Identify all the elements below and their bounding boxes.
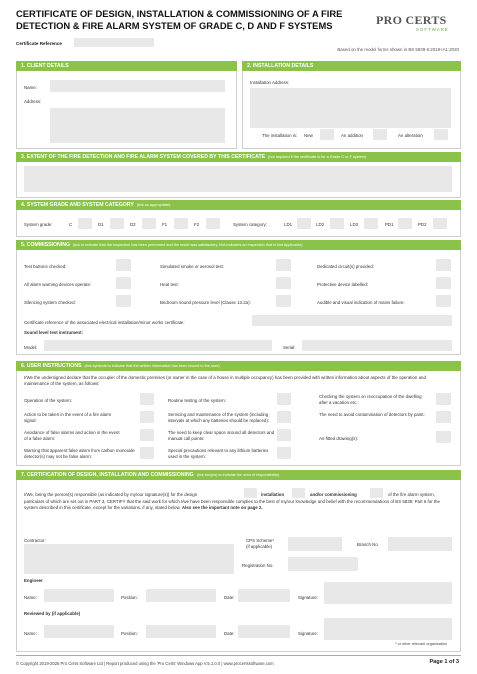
reviewer-date-field[interactable] (238, 625, 290, 638)
page-title: CERTIFICATE OF DESIGN, INSTALLATION & COMMISSIONING OF A FIRE DETECTION & FIRE ALARM SYSTEM OF GRADE C, D AND F SYSTEMS (16, 8, 343, 31)
section-4-note: (tick as appropriate) (136, 203, 171, 207)
engineer-name-label: Name: (24, 595, 37, 600)
protective-device-checkbox[interactable] (436, 277, 451, 289)
reviewer-position-field[interactable] (146, 625, 216, 638)
clear-space-label: The need to keep clear space around all detectors and manual call points: (168, 430, 275, 441)
installation-checkbox[interactable] (292, 488, 305, 498)
contractor-label: Contractor: (24, 538, 46, 543)
dedicated-circuit-checkbox[interactable] (436, 259, 451, 271)
fire-alarm-action-label: Action to be taken in the event of a fire alarm signal: (24, 412, 112, 423)
section-7-header (16, 470, 461, 480)
grade-f2-label: F2 (194, 222, 200, 227)
serial-label: Serial: (283, 345, 296, 350)
cat-ld3-label: LD3 (350, 222, 359, 227)
dedicated-circuit-label: Dedicated circuit(s) provided: (317, 264, 374, 269)
grade-f1-label: F1 (162, 222, 168, 227)
reviewer-signature-field[interactable] (324, 618, 452, 640)
section-6-header (16, 361, 461, 371)
reviewer-name-label: Name: (24, 631, 37, 636)
engineer-signature-field[interactable] (324, 582, 452, 604)
important-note: Also see the important note on page 2. (181, 505, 263, 510)
heat-test-checkbox[interactable] (276, 277, 291, 289)
model-label: Model: (24, 345, 38, 350)
cat-pd2-label: PD2 (418, 222, 427, 227)
section-5-header (16, 240, 461, 250)
new-label: New (304, 133, 313, 138)
cat-ld2-checkbox[interactable] (330, 218, 344, 229)
section-3-header (16, 152, 461, 162)
alarm-devices-label: All alarm warning devices operate: (24, 282, 92, 287)
cps-scheme-label: CPS Scheme* (246, 538, 275, 543)
alteration-checkbox[interactable] (434, 129, 448, 140)
section-2-title: 2. INSTALLATION DETAILS (247, 63, 314, 69)
silencing-label: Silencing system checked: (24, 300, 76, 305)
extent-field[interactable] (24, 166, 452, 192)
page-number: Page 1 of 3 (429, 659, 459, 665)
client-name-label: Name: (24, 85, 37, 90)
cps-scheme-sub: (if applicable) (246, 544, 273, 549)
contamination-label: The need to avoid contamination of detectors by paint: (319, 412, 425, 417)
cat-ld3-checkbox[interactable] (364, 218, 378, 229)
addition-label: An addition (341, 133, 363, 138)
reviewed-by-heading: Reviewed by (if applicable) (24, 611, 81, 616)
routine-testing-checkbox[interactable] (277, 393, 291, 405)
grade-d2-label: D2 (130, 222, 136, 227)
responsibility-text: I/We, being the person(s) responsible (as indicated by my/our signature(s)) for the design (24, 492, 198, 497)
grade-f1-checkbox[interactable] (174, 218, 188, 229)
section-6-title: 6. USER INSTRUCTIONS (21, 363, 82, 369)
reoccupation-label: Checking the system on reoccupation of the dwelling after a vacation etc.: (319, 394, 422, 405)
lithium-checkbox[interactable] (277, 447, 291, 459)
engineer-signature-label: Signature: (298, 595, 319, 600)
section-4-title: 4. SYSTEM GRADE AND SYSTEM CATEGORY (21, 202, 134, 208)
contamination-checkbox[interactable] (436, 411, 451, 423)
test-buttons-checkbox[interactable] (116, 259, 131, 271)
client-name-field[interactable] (50, 80, 225, 92)
footer-copyright: © Copyright 2019-2025 Pro Certs Software Ltd | Report produced using the 'Pro Certs' Windows App V.5.1.0.0 | www.procertssoftware.com (16, 661, 274, 666)
silencing-checkbox[interactable] (116, 295, 131, 307)
mains-failure-checkbox[interactable] (436, 295, 451, 307)
grade-d1-label: D1 (98, 222, 104, 227)
engineer-date-field[interactable] (238, 589, 290, 602)
installation-address-label: Installation Address: (250, 80, 290, 85)
fire-alarm-action-checkbox[interactable] (140, 411, 154, 423)
co-warning-label: Warning that apparent false alarm from carbon monoxide detector(s) may not be false alarm: (24, 448, 135, 459)
false-alarms-checkbox[interactable] (140, 429, 154, 441)
section-3-title: 3. EXTENT OF THE FIRE DETECTION AND FIRE ALARM SYSTEM COVERED BY THIS CERTIFICATE (21, 154, 266, 160)
section-6-note: (tick symbols to indicate that the written information has been issued to the user) (84, 364, 220, 368)
grade-d2-checkbox[interactable] (142, 218, 156, 229)
clear-space-checkbox[interactable] (277, 429, 291, 441)
section-2-header (242, 61, 461, 71)
footer-divider (16, 655, 461, 656)
cat-pd1-label: PD1 (385, 222, 394, 227)
heat-test-label: Heat test: (160, 282, 179, 287)
grade-f2-checkbox[interactable] (206, 218, 220, 229)
grade-d1-checkbox[interactable] (110, 218, 124, 229)
false-alarms-label: Avoidance of false alarms and action in the event of a false alarm: (24, 430, 120, 441)
commissioning-panel (16, 240, 461, 355)
sound-pressure-checkbox[interactable] (276, 295, 291, 307)
section-7-title: 7. CERTIFICATION OF DESIGN, INSTALLATION AND COMMISSIONING (21, 472, 194, 478)
fire-alarm-system-text: of the fire alarm system, (388, 492, 435, 497)
registration-field[interactable] (288, 557, 358, 571)
reoccupation-checkbox[interactable] (436, 393, 451, 405)
test-buttons-label: Test buttons checked: (24, 264, 67, 269)
based-on-note: Based on the model forms shown in BS 5839-6:2019+A1:2020 (337, 47, 459, 52)
section-7-note: (tick box(es) to indicate the area of responsibility) (196, 473, 280, 477)
lithium-label: Special precautions relevant to any lithium batteries used in the system: (168, 448, 269, 459)
installation-label: installation (261, 492, 285, 497)
cert-reference-label: Certificate reference of the associated electrical installation/minor works certificate: (24, 320, 185, 325)
operation-checkbox[interactable] (140, 393, 154, 405)
reviewer-signature-label: Signature: (298, 631, 319, 636)
installation-is-label: The installation is: (262, 133, 298, 138)
section-3-note: (not required if the certificate is for a Grade C or F system) (268, 155, 367, 159)
footnote: * or other relevant organisation (395, 642, 447, 646)
grade-c-checkbox[interactable] (78, 218, 92, 229)
co-warning-checkbox[interactable] (140, 447, 154, 459)
smoke-test-checkbox[interactable] (276, 259, 291, 271)
logo: PRO CERTS (376, 13, 447, 27)
alarm-devices-checkbox[interactable] (116, 277, 131, 289)
cat-ld2-label: LD2 (316, 222, 325, 227)
addition-checkbox[interactable] (373, 129, 387, 140)
routine-testing-label: Routine testing of the system: (168, 398, 226, 403)
cert-ref-field[interactable] (74, 38, 154, 47)
commissioning-checkbox[interactable] (370, 488, 383, 498)
engineer-position-label: Position: (121, 595, 138, 600)
registration-label: Registration No. (242, 563, 274, 568)
logo-subtitle: SOFTWARE (416, 27, 449, 32)
smoke-test-label: Simulated smoke or aerosol test: (160, 264, 224, 269)
section-1-header (16, 61, 237, 71)
engineer-date-label: Date: (224, 595, 235, 600)
system-grade-label: System grade: (24, 222, 53, 227)
sound-instrument-label: Sound level test instrument: (24, 330, 84, 335)
engineer-position-field[interactable] (146, 589, 216, 602)
engineer-name-field[interactable] (44, 589, 114, 602)
cat-ld1-label: LD1 (284, 222, 293, 227)
cat-pd1-checkbox[interactable] (398, 218, 412, 229)
serial-field[interactable] (302, 340, 452, 351)
section-1-title: 1. CLIENT DETAILS (21, 63, 69, 69)
cat-ld1-checkbox[interactable] (297, 218, 311, 229)
cert-reference-field[interactable] (252, 315, 452, 326)
model-field[interactable] (44, 340, 272, 351)
section-4-header (16, 200, 461, 210)
reviewer-date-label: Date: (224, 631, 235, 636)
cert-ref-label: Certificate Reference (16, 41, 62, 46)
user-instructions-intro: I/We the undersigned declare that the occupier of the domestic premises (or owner in the case of a house in multiple occupancy) has been provided with written information about aspects of the operation and maintenance of the system, as follows: (24, 375, 426, 386)
reviewer-position-label: Position: (121, 631, 138, 636)
grade-c-label: C (69, 222, 73, 227)
cps-scheme-field[interactable] (288, 537, 342, 551)
cat-pd2-checkbox[interactable] (433, 218, 447, 229)
branch-no-label: Branch No. (357, 542, 379, 547)
client-address-label: Address: (24, 99, 42, 104)
sound-pressure-label: Bedroom sound pressure level (Clause 13.2a): (160, 300, 251, 305)
as-fitted-label: As-fitted drawing(s): (319, 436, 359, 441)
servicing-checkbox[interactable] (277, 411, 291, 423)
certification-paragraph (24, 499, 454, 511)
operation-label: Operation of the system: (24, 398, 72, 403)
servicing-label: Servicing and maintenance of the system (including intervals at which any batteries should be replaced): (168, 412, 270, 423)
design-checkbox[interactable] (244, 488, 257, 498)
alteration-label: An alteration (398, 133, 423, 138)
commissioning-label: and/or commissioning (310, 492, 357, 497)
mains-failure-label: Audible and visual indication of mains failure: (317, 300, 405, 305)
client-address-field[interactable] (50, 108, 225, 143)
section-5-note: (tick to indicate that the inspection has been performed and the result was satisfactory. N/A indicates an inspection that is Not Applicable) (73, 243, 303, 247)
section-5-title: 5. COMMISSIONING (21, 242, 70, 248)
branch-no-field[interactable] (388, 537, 452, 551)
installation-address-field[interactable] (250, 88, 451, 128)
contractor-field[interactable] (24, 544, 234, 574)
as-fitted-checkbox[interactable] (436, 431, 451, 443)
new-checkbox[interactable] (320, 129, 334, 140)
protective-device-label: Protective device labelled: (317, 282, 369, 287)
system-category-label: System category: (233, 222, 267, 227)
reviewer-name-field[interactable] (44, 625, 114, 638)
engineer-heading: Engineer (24, 578, 43, 583)
certification-text: particulars of which are set out in PART 3, CERTIFY that the said work for which I/we have been responsible complies to the best of my/our knowledge and belief with the recommendations of BS 5839: Part 6 for the system described in this certificate, except for the variations, if any, stated below. (24, 499, 440, 510)
